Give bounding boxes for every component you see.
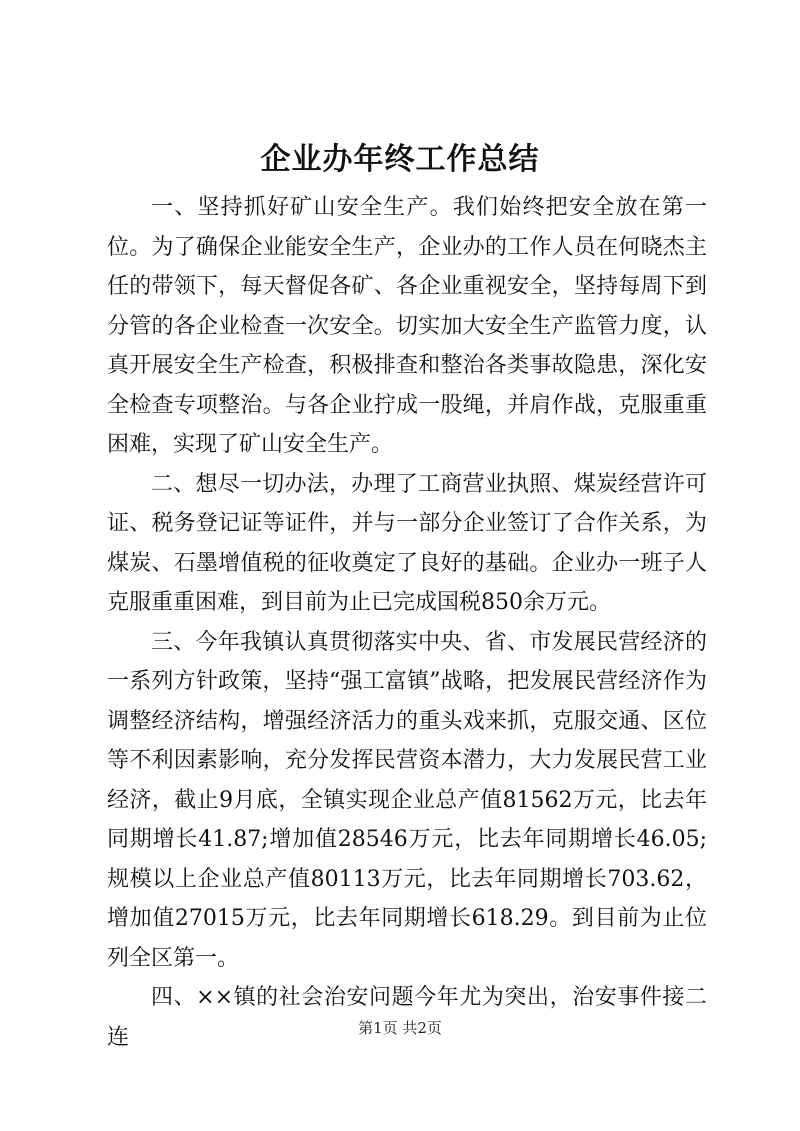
paragraph-4: 四、××镇的社会治安问题今年尤为突出，治安事件接二连 bbox=[107, 985, 707, 1050]
paragraph-2: 二、想尽一切办法，办理了工商营业执照、煤炭经营许可证、税务登记证等证件，并与一部分企业签订了合作关系，为煤炭、石墨增值税的征收奠定了良好的基础。企业办一班子人克服重重困难，到目前为止已完成国税850余万元。 bbox=[107, 471, 707, 615]
document-body bbox=[107, 188, 707, 1057]
page-footer: 第1页 共2页 bbox=[358, 1019, 442, 1037]
page-title: 企业办年终工作总结 bbox=[260, 142, 540, 177]
paragraph-3: 三、今年我镇认真贯彻落实中央、省、市发展民营经济的一系列方针政策，坚持“强工富镇”战略，把发展民营经济作为调整经济结构，增强经济活力的重头戏来抓，克服交通、区位等不利因素影响，充分发挥民营资本潜力，大力发展民营工业经济，截止9月底，全镇实现企业总产值81562万元，比去年同期增长41.87;增加值28546万元，比去年同期增长46.05;规模以上企业总产值80113万元，比去年同期增长703.62，增加值27015万元，比去年同期增长618.29。到目前为止位列全区第一。 bbox=[107, 629, 707, 971]
paragraph-1: 一、坚持抓好矿山安全生产。我们始终把安全放在第一位。为了确保企业能安全生产，企业办的工作人员在何晓杰主任的带领下，每天督促各矿、各企业重视安全，坚持每周下到分管的各企业检查一次安全。切实加大安全生产监管力度，认真开展安全生产检查，积极排查和整治各类事故隐患，深化安全检查专项整治。与各企业拧成一股绳，并肩作战，克服重重困难，实现了矿山安全生产。 bbox=[107, 195, 707, 457]
